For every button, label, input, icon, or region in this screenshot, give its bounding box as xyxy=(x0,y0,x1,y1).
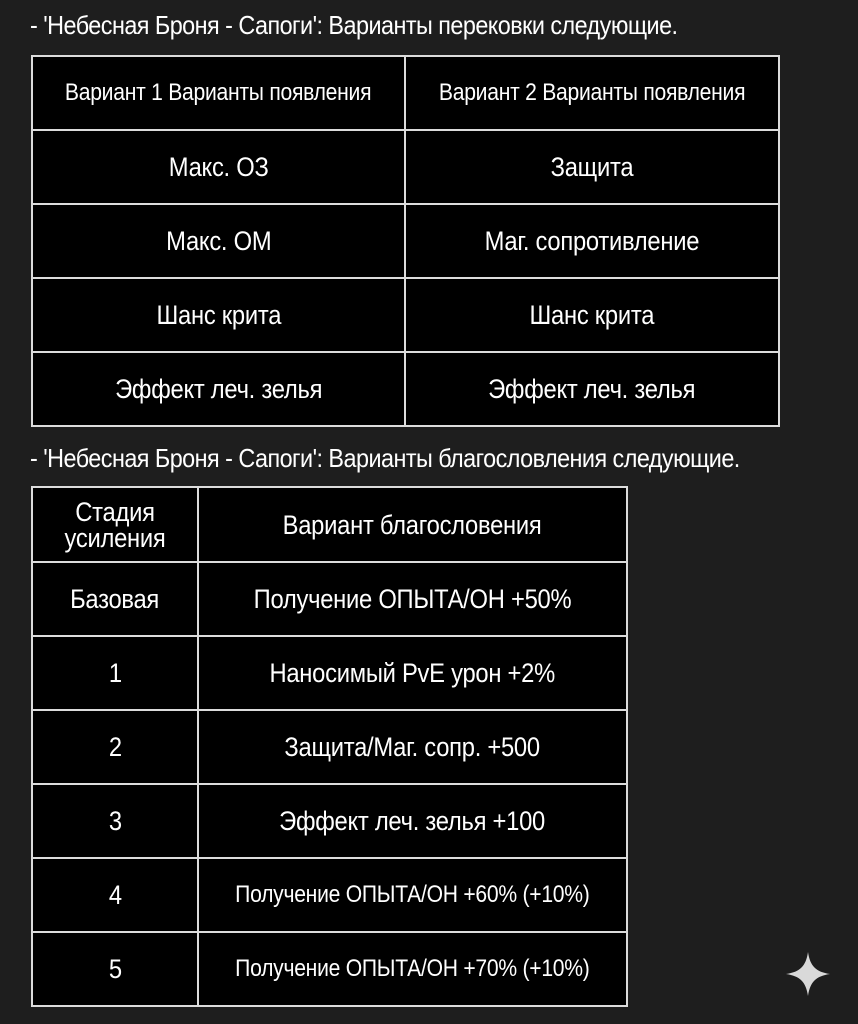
cell-text: Шанс крита xyxy=(529,299,655,330)
table-row xyxy=(32,278,779,352)
cell-text: 2 xyxy=(108,731,122,762)
cell-text: 5 xyxy=(108,953,122,984)
column-header xyxy=(32,56,405,130)
cell-text: Наносимый PvE урон +2% xyxy=(269,657,556,688)
table-cell xyxy=(32,352,405,426)
cell-text: 1 xyxy=(108,657,122,688)
column-header xyxy=(32,487,198,562)
cell-text: Базовая xyxy=(70,583,160,614)
cell-text: Получение ОПЫТА/ОН +60% (+10%) xyxy=(235,881,590,908)
table-row xyxy=(32,130,779,204)
table-row xyxy=(32,204,779,278)
reforge-table xyxy=(31,55,780,427)
table-cell xyxy=(198,784,627,858)
cell-text: Макс. ОМ xyxy=(165,225,272,256)
table-header-row xyxy=(32,56,779,130)
table-row xyxy=(32,858,627,932)
table-cell xyxy=(198,932,627,1006)
table-cell xyxy=(198,562,627,636)
table-cell xyxy=(32,562,198,636)
column-header-label: Вариант 2 Варианты появления xyxy=(438,79,746,106)
column-header xyxy=(405,56,779,130)
table-cell xyxy=(32,784,198,858)
cell-text: Получение ОПЫТА/ОН +50% xyxy=(253,583,572,614)
cell-text: 3 xyxy=(108,805,122,836)
cell-text: Эффект леч. зелья xyxy=(488,373,696,404)
cell-text: Макс. ОЗ xyxy=(168,151,269,182)
table-cell xyxy=(32,636,198,710)
cell-text: Получение ОПЫТА/ОН +70% (+10%) xyxy=(235,955,590,982)
cell-text: Защита/Маг. сопр. +500 xyxy=(284,731,541,762)
sparkle-icon xyxy=(785,951,831,997)
cell-text: Шанс крита xyxy=(156,299,281,330)
cell-text: Эффект леч. зелья xyxy=(114,373,323,404)
table-cell xyxy=(405,204,779,278)
cell-text: 4 xyxy=(108,879,122,910)
table-row xyxy=(32,352,779,426)
table-row xyxy=(32,932,627,1006)
table-cell xyxy=(405,278,779,352)
cell-text: Маг. сопротивление xyxy=(484,225,700,256)
table-cell xyxy=(405,130,779,204)
column-header-label: Стадия усиления xyxy=(64,496,166,553)
table-cell xyxy=(32,932,198,1006)
table-header-row xyxy=(32,487,627,562)
table-cell xyxy=(32,710,198,784)
cell-text: Эффект леч. зелья +100 xyxy=(279,805,546,836)
table-cell xyxy=(32,278,405,352)
column-header-label: Вариант благословения xyxy=(283,509,542,540)
table-cell xyxy=(198,710,627,784)
cell-text: Защита xyxy=(550,151,634,182)
reforge-heading: - 'Небесная Броня - Сапоги': Варианты перековки следующие. xyxy=(30,10,678,40)
blessing-table xyxy=(31,486,628,1007)
table-cell xyxy=(405,352,779,426)
blessing-heading: - 'Небесная Броня - Сапоги': Варианты благословления следующие. xyxy=(30,443,740,473)
table-row xyxy=(32,562,627,636)
table-cell xyxy=(32,858,198,932)
table-cell xyxy=(198,636,627,710)
table-row xyxy=(32,710,627,784)
table-cell xyxy=(198,858,627,932)
table-row xyxy=(32,784,627,858)
table-cell xyxy=(32,204,405,278)
table-row xyxy=(32,636,627,710)
column-header-label: Вариант 1 Варианты появления xyxy=(65,79,372,106)
table-cell xyxy=(32,130,405,204)
column-header xyxy=(198,487,627,562)
